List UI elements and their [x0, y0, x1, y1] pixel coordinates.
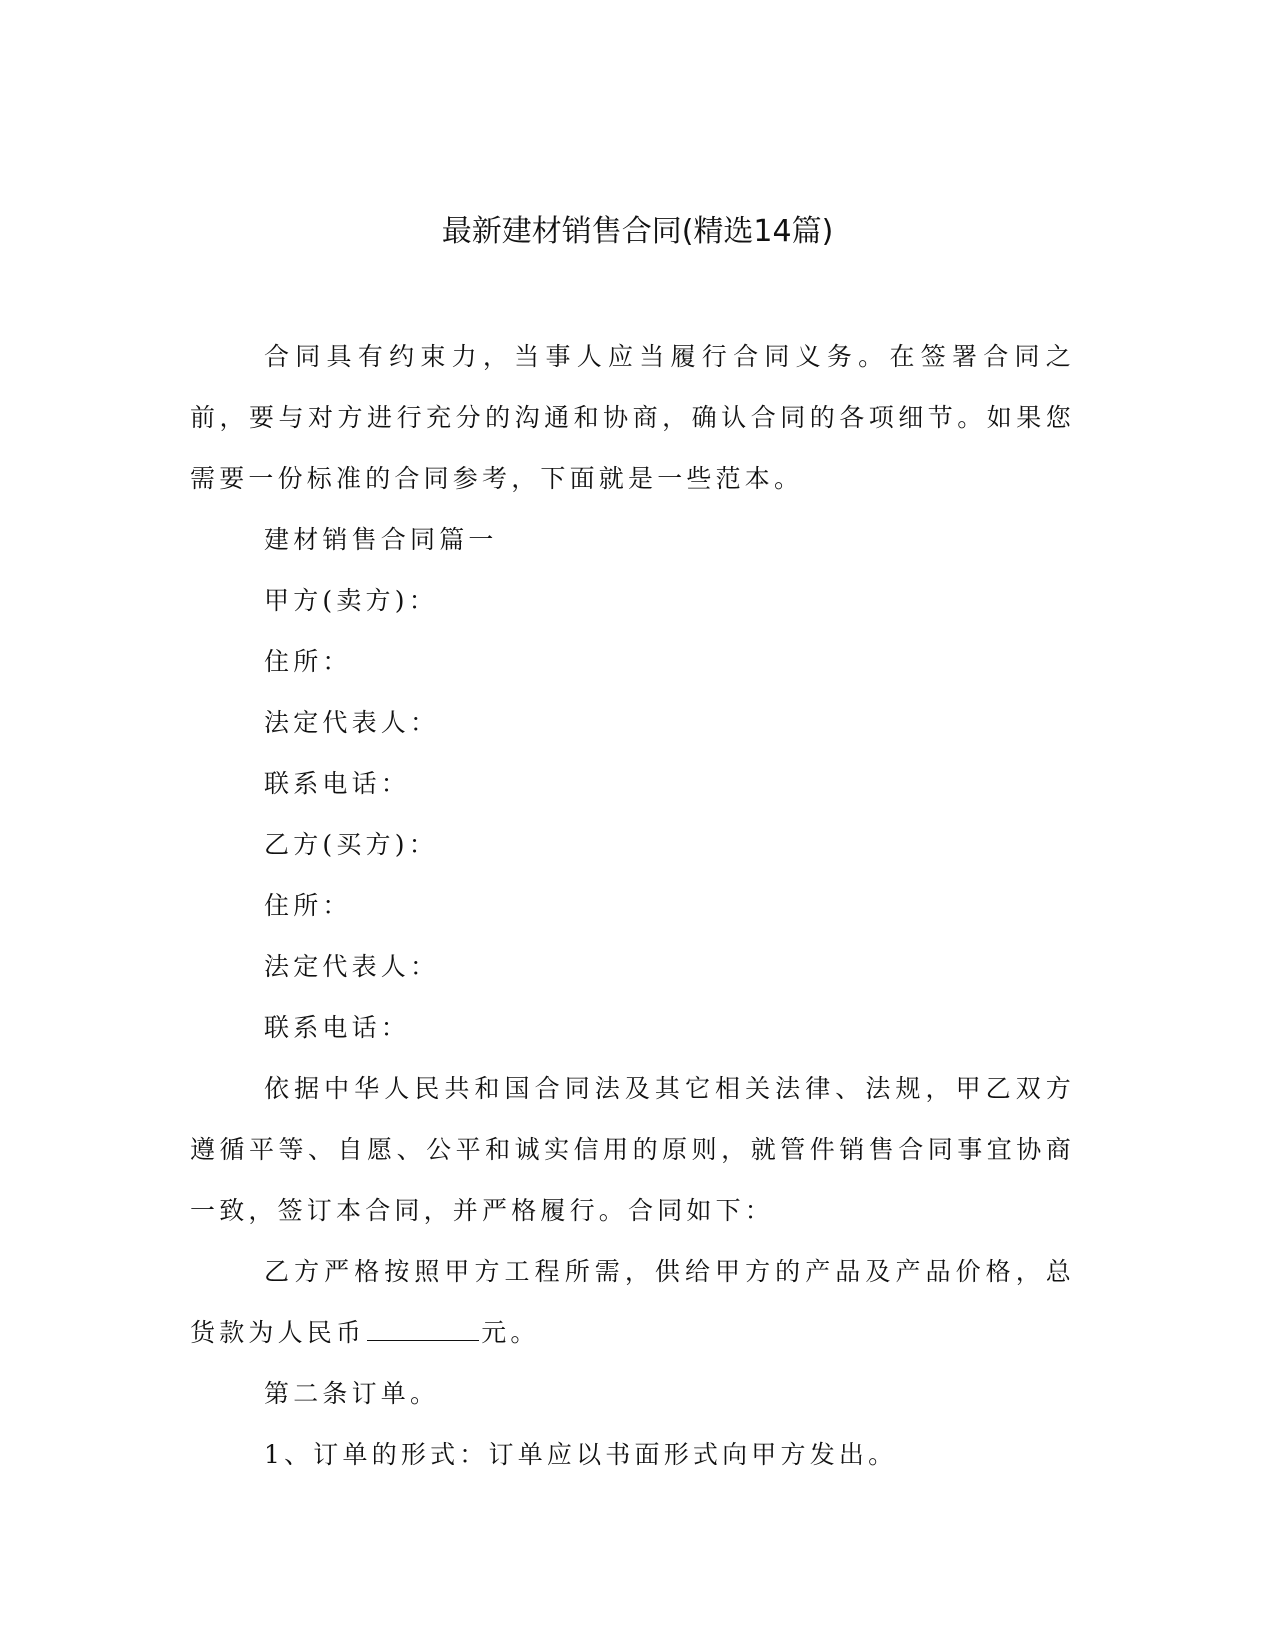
- document-title: 最新建材销售合同(精选14篇): [441, 214, 834, 249]
- party-b-label: 乙方(买方)：: [264, 830, 438, 859]
- document-body: [190, 326, 1075, 1485]
- party-b-address: 住所：: [264, 891, 352, 920]
- party-a-label: 甲方(卖方)：: [264, 586, 438, 615]
- party-b-phone: 联系电话：: [264, 1013, 411, 1042]
- payment-text-after: 元。: [481, 1318, 540, 1347]
- basis-paragraph: 依据中华人民共和国合同法及其它相关法律、法规，甲乙双方遵循平等、自愿、公平和诚实信用的原则，就管件销售合同事宜协商一致，签订本合同，并严格履行。合同如下：: [190, 1074, 1075, 1225]
- party-a-phone: 联系电话：: [264, 769, 411, 798]
- intro-paragraph: 合同具有约束力，当事人应当履行合同义务。在签署合同之前，要与对方进行充分的沟通和协商，确认合同的各项细节。如果您需要一份标准的合同参考，下面就是一些范本。: [190, 342, 1075, 493]
- party-a-representative: 法定代表人：: [264, 708, 440, 737]
- payment-paragraph: [190, 1241, 1075, 1363]
- section-title: 建材销售合同篇一: [264, 525, 498, 554]
- party-b-representative: 法定代表人：: [264, 952, 440, 981]
- payment-text-before: 乙方严格按照甲方工程所需，供给甲方的产品及产品价格，总货款为人民币: [190, 1257, 1075, 1347]
- order-form-clause: 1、订单的形式：订单应以书面形式向甲方发出。: [264, 1440, 898, 1469]
- article-two-heading: 第二条订单。: [264, 1379, 440, 1408]
- amount-blank-line: [367, 1318, 479, 1341]
- party-a-address: 住所：: [264, 647, 352, 676]
